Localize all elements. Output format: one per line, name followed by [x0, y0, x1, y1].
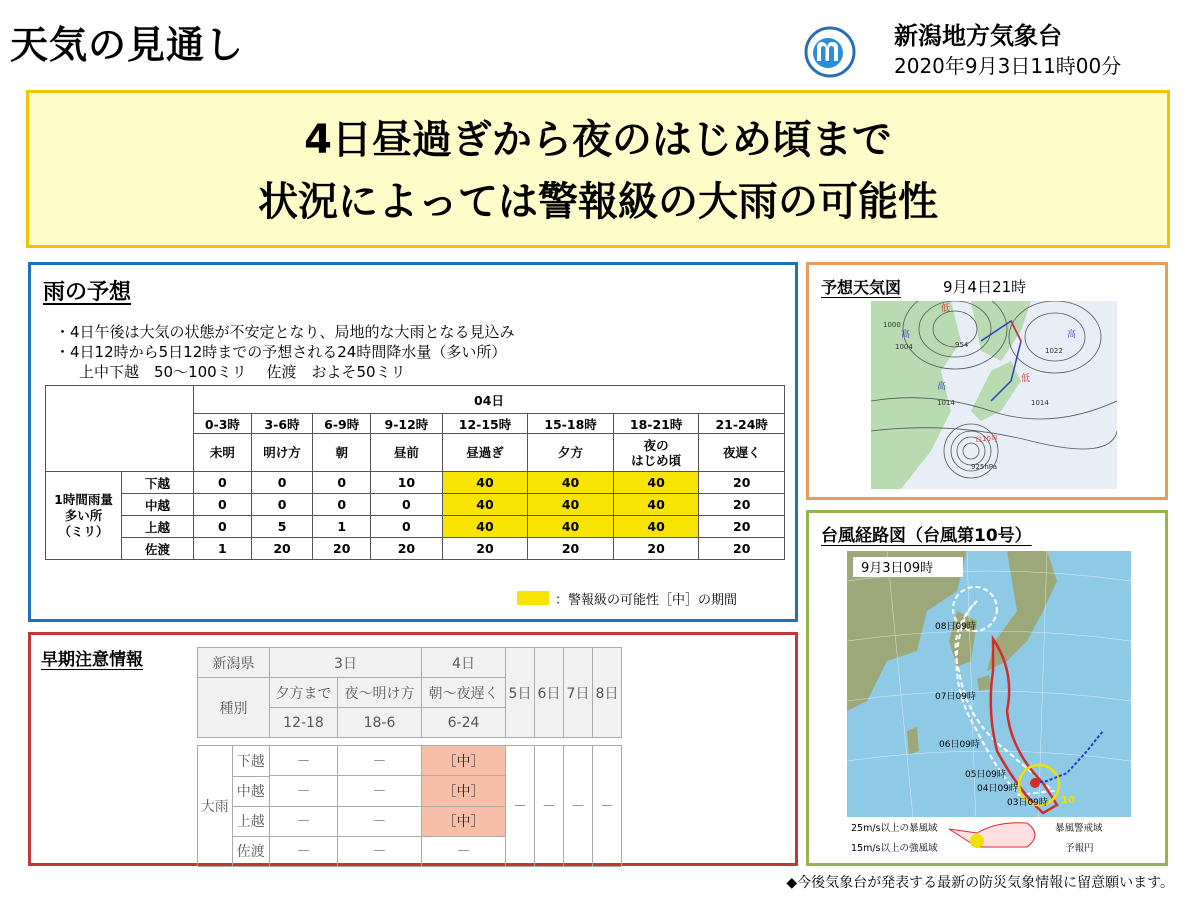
rain-period-name: 昼前 [371, 434, 443, 472]
rain-value-cell: 40 [613, 494, 699, 516]
wx-high-2: 高 [1067, 330, 1077, 340]
rain-table-row [46, 538, 785, 560]
early-col-3: 朝～夜遅く [422, 678, 506, 708]
rain-period-name: 夜の はじめ頃 [613, 434, 699, 472]
rain-bullet-3: 上中下越 50～100ミリ 佐渡 およそ50ミリ [79, 363, 406, 381]
track-point-03: 03日09時 [1007, 798, 1048, 808]
rain-period-time: 6-9時 [313, 414, 371, 434]
track-point-05: 05日09時 [965, 770, 1006, 780]
typhoon-number: 10 [1061, 795, 1075, 806]
wx-high-3: 高 [937, 382, 947, 392]
rain-region: 佐渡 [122, 538, 194, 560]
early-later-day-cell: － [506, 746, 535, 867]
early-region: 佐渡 [236, 844, 265, 861]
page-title: 天気の見通し [10, 23, 245, 67]
rain-value-cell: 20 [251, 538, 313, 560]
early-day5: 5日 [506, 648, 535, 738]
early-type-label: 種別 [198, 678, 270, 738]
early-region: 上越 [233, 806, 270, 836]
legend-text: ：警報級の可能性［中］の期間 [555, 593, 738, 608]
weather-map-image [871, 301, 1117, 489]
rain-table-row [46, 472, 785, 494]
rain-value-cell: 20 [699, 516, 785, 538]
track-point-06: 06日09時 [939, 740, 980, 750]
early-day3: 3日 [270, 648, 422, 678]
early-warning-title: 早期注意情報 [41, 650, 143, 670]
rain-value-cell: 0 [313, 494, 371, 516]
rain-value-cell: 20 [313, 538, 371, 560]
rain-value-cell: 40 [442, 494, 528, 516]
early-hours-2: 18-6 [338, 708, 422, 738]
early-value-cell: － [270, 806, 338, 836]
track-time-label: 9月3日09時 [861, 561, 934, 576]
rain-forecast-title: 雨の予想 [43, 280, 132, 305]
early-value-cell: ［中］ [422, 806, 506, 836]
early-later-day-cell: － [535, 746, 564, 867]
rain-value-cell: 40 [442, 516, 528, 538]
wx-p1004: 1004 [895, 343, 913, 351]
early-value-cell: ［中］ [422, 776, 506, 806]
rain-period-time: 3-6時 [251, 414, 313, 434]
early-value-cell: － [270, 776, 338, 806]
wx-high-1: 高 [901, 330, 911, 340]
typhoon-track-panel [806, 510, 1168, 866]
early-region: 下越 [233, 746, 270, 776]
weather-map-title: 予想天気図 [821, 278, 902, 297]
early-day8: 8日 [593, 648, 622, 738]
early-hours-3: 6-24 [422, 708, 506, 738]
track-point-08: 08日09時 [935, 622, 976, 632]
headline-banner [26, 90, 1170, 248]
rain-period-name: 明け方 [251, 434, 313, 472]
weather-map-time: 9月4日21時 [943, 278, 1027, 296]
rain-table-date: 04日 [194, 386, 785, 414]
rain-value-cell: 0 [371, 494, 443, 516]
wx-p1014b: 1014 [1031, 399, 1049, 407]
early-value-cell: － [338, 806, 422, 836]
rain-forecast-panel [28, 262, 798, 622]
legend-storm-area: 25m/s以上の暴風域 [851, 823, 938, 834]
rain-table-row [46, 516, 785, 538]
rain-value-cell: 1 [194, 538, 252, 560]
rain-period-time: 12-15時 [442, 414, 528, 434]
rain-value-cell: 0 [194, 516, 252, 538]
typhoon-track-map [847, 551, 1131, 859]
rain-period-time: 9-12時 [371, 414, 443, 434]
rain-value-cell: 5 [251, 516, 313, 538]
rain-value-cell: 40 [528, 494, 614, 516]
office-name: 新潟地方気象台 [894, 22, 1062, 50]
early-day6: 6日 [535, 648, 564, 738]
rain-row-header: 1時間雨量 多い所 （ミリ） [46, 472, 122, 560]
legend-forecast-circle: 予報円 [1065, 843, 1094, 854]
early-warning-table [197, 647, 622, 867]
legend-storm-warning: 暴風警戒域 [1055, 823, 1103, 834]
rain-region: 下越 [122, 472, 194, 494]
rain-period-name: 昼過ぎ [442, 434, 528, 472]
headline-line-1: 4日昼過ぎから夜のはじめ頃まで [304, 117, 892, 163]
typhoon-track-title: 台風経路図（台風第10号） [821, 526, 1032, 546]
rain-value-cell: 40 [528, 472, 614, 494]
rain-region: 中越 [122, 494, 194, 516]
legend-swatch [517, 591, 549, 605]
rain-value-cell: 1 [313, 516, 371, 538]
rain-value-cell: 20 [699, 472, 785, 494]
rain-value-cell: 20 [371, 538, 443, 560]
early-warning-panel [28, 632, 798, 866]
early-table-row [198, 746, 622, 776]
rain-value-cell: 0 [251, 494, 313, 516]
early-value-cell: ［中］ [422, 746, 506, 776]
rain-bullet-2: ・4日12時から5日12時までの予想される24時間降水量（多い所） [55, 343, 507, 361]
wx-low-2: 低 [1021, 374, 1031, 384]
weather-map-panel [806, 262, 1168, 500]
early-value-cell: － [270, 836, 338, 866]
rain-period-time: 15-18時 [528, 414, 614, 434]
wx-p1000: 1000 [883, 321, 901, 329]
rain-period-time: 18-21時 [613, 414, 699, 434]
rain-value-cell: 20 [442, 538, 528, 560]
rain-value-cell: 0 [194, 472, 252, 494]
track-point-07: 07日09時 [935, 692, 976, 702]
early-day7: 7日 [564, 648, 593, 738]
rain-table-row [46, 494, 785, 516]
rain-period-name: 朝 [313, 434, 371, 472]
rain-period-time: 21-24時 [699, 414, 785, 434]
rain-value-cell: 20 [528, 538, 614, 560]
wx-low-1: 低 [941, 304, 951, 314]
early-col-2: 夜～明け方 [338, 678, 422, 708]
early-day4: 4日 [422, 648, 506, 678]
wx-typhoon-label: 台10号 [975, 435, 998, 443]
issue-time: 2020年9月3日11時00分 [894, 54, 1122, 78]
rain-value-cell: 0 [313, 472, 371, 494]
track-point-04: 04日09時 [977, 784, 1018, 794]
legend-strong-wind: 15m/s以上の強風域 [851, 843, 938, 854]
rain-table-corner [46, 386, 194, 472]
jma-logo-icon [800, 18, 864, 82]
early-value-cell: － [338, 776, 422, 806]
rain-value-cell: 20 [699, 538, 785, 560]
rain-period-name: 未明 [194, 434, 252, 472]
wx-p1022: 1022 [1045, 347, 1063, 355]
rain-table [45, 385, 785, 560]
rain-value-cell: 20 [699, 494, 785, 516]
rain-value-cell: 0 [371, 516, 443, 538]
early-col-1: 夕方まで [270, 678, 338, 708]
rain-value-cell: 40 [613, 516, 699, 538]
early-later-day-cell: － [593, 746, 622, 867]
rain-region: 上越 [122, 516, 194, 538]
rain-value-cell: 40 [442, 472, 528, 494]
headline-line-2: 状況によっては警報級の大雨の可能性 [258, 179, 938, 225]
early-prefecture: 新潟県 [198, 648, 270, 678]
rain-period-name: 夕方 [528, 434, 614, 472]
rain-period-name: 夜遅く [699, 434, 785, 472]
rain-value-cell: 0 [251, 472, 313, 494]
rain-value-cell: 20 [613, 538, 699, 560]
rain-value-cell: 0 [194, 494, 252, 516]
rain-bullet-1: ・4日午後は大気の状態が不安定となり、局地的な大雨となる見込み [55, 323, 515, 341]
early-hours-1: 12-18 [270, 708, 338, 738]
rain-value-cell: 10 [371, 472, 443, 494]
early-value-cell: － [338, 836, 422, 866]
footnote: ◆今後気象台が発表する最新の防災気象情報に留意願います。 [786, 875, 1174, 891]
early-value-cell: － [422, 836, 506, 866]
rain-period-time: 0-3時 [194, 414, 252, 434]
wx-p925: 925hPa [971, 463, 997, 471]
rain-value-cell: 40 [528, 516, 614, 538]
early-value-cell: － [338, 746, 422, 776]
early-region: 中越 [233, 776, 270, 806]
early-value-cell: － [270, 746, 338, 776]
early-later-day-cell: － [564, 746, 593, 867]
early-category-cell [198, 746, 270, 867]
wx-p1014a: 1014 [937, 399, 955, 407]
rain-value-cell: 40 [613, 472, 699, 494]
early-category: 大雨 [198, 746, 232, 866]
wx-p954: 954 [955, 341, 969, 349]
